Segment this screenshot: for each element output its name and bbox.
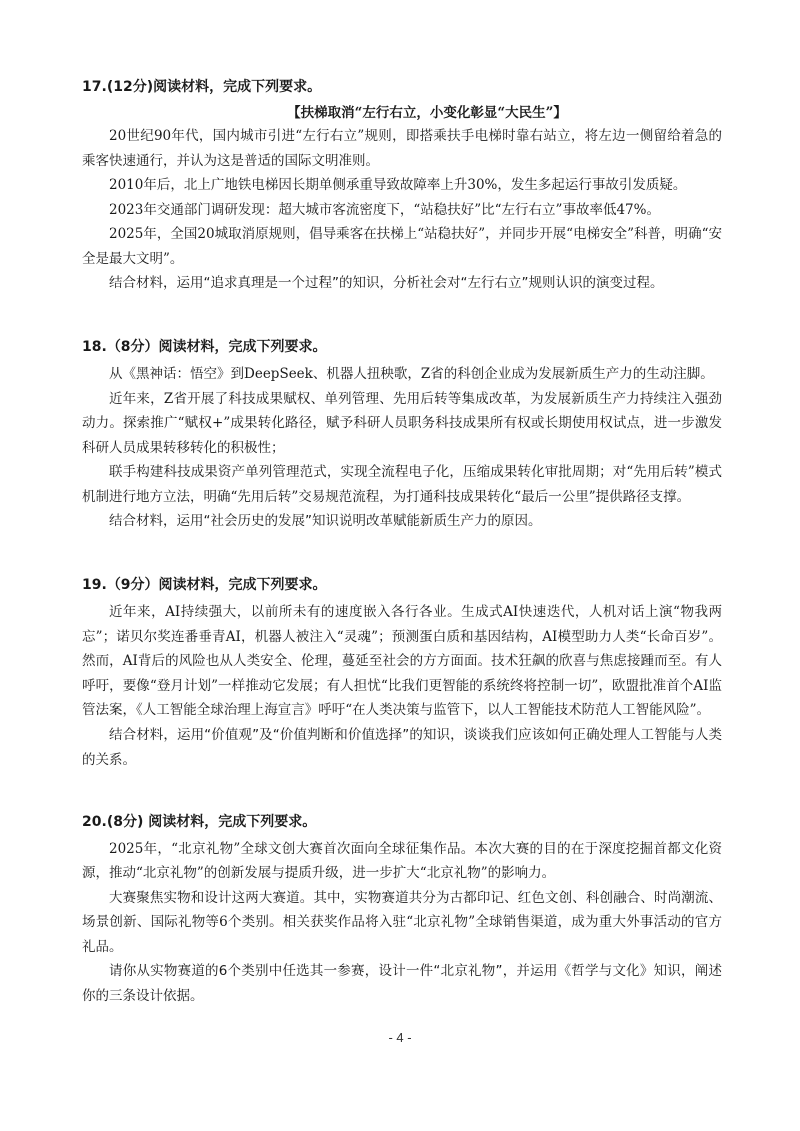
question-19 <box>82 574 722 773</box>
material-paragraph: 2025年，全国20城取消原规则，倡导乘客在扶梯上“站稳扶好”，并同步开展“电梯安全”科普，明确“安全是最大文明”。 <box>82 226 722 267</box>
material-paragraph: 大赛聚焦实物和设计这两大赛道。其中，实物赛道共分为古都印记、红色文创、科创融合、时尚潮流、场景创新、国际礼物等6个类别。相关获奖作品将入驻“北京礼物”全球销售渠道，成为重大外事活动的官方礼品。 <box>82 889 722 955</box>
material-title: 【扶梯取消“左行右立，小变化彰显“大民生”】 <box>287 105 567 121</box>
question-number: 18. <box>82 339 107 355</box>
question-header <box>82 336 722 358</box>
question-17 <box>82 76 722 296</box>
question-instruction: (12分)阅读材料，完成下列要求。 <box>106 79 322 95</box>
material-paragraph: 从《黑神话：悟空》到DeepSeek、机器人扭秧歌，Z省的科创企业成为发展新质生产力的生动注脚。 <box>109 366 714 382</box>
question-header <box>82 574 722 596</box>
question-task: 结合材料，运用“社会历史的发展”知识说明改革赋能新质生产力的原因。 <box>109 513 542 529</box>
page-number: - 4 - <box>388 1030 412 1045</box>
question-number: 20. <box>82 813 107 830</box>
material-paragraph: 近年来，Z省开展了科技成果赋权、单列管理、先用后转等集成改革，为发展新质生产力持续注入强劲动力。探索推广“赋权+”成果转化路径，赋予科研人员职务科技成果所有权或长期使用权试点，进一步激发科研人员成果转移转化的积极性； <box>82 390 722 456</box>
question-task: 结合材料，运用“价值观”及“价值判断和价值选择”的知识，谈谈我们应该如何正确处理人工智能与人类的关系。 <box>82 726 722 768</box>
question-instruction: (8分) 阅读材料，完成下列要求。 <box>106 813 317 830</box>
material-paragraph: 近年来，AI持续强大，以前所未有的速度嵌入各行各业。生成式AI快速迭代，人机对话上演“物我两忘”；诺贝尔奖连番垂青AI，机器人被注入“灵魂”；预测蛋白质和基因结构，AI模型助力人类“长命百岁”。然而，AI背后的风险也从人类安全、伦理，蔓延至社会的方方面面。技术狂飙的欣喜与焦虑接踵而至。有人呼吁，要像“登月计划”一样推动它发展；有人担忧“比我们更智能的系统终将控制一切”，欧盟批准首个AI监管法案，《人工智能全球治理上海宣言》呼吁“在人类决策与监管下，以人工智能技术防范人工智能风险”。 <box>82 604 722 718</box>
question-header <box>82 811 722 833</box>
question-header <box>82 76 722 98</box>
question-task: 请你从实物赛道的6个类别中任选其一参赛，设计一件“北京礼物”，并运用《哲学与文化》知识，阐述你的三条设计依据。 <box>82 963 722 1004</box>
material-paragraph: 20世纪90年代，国内城市引进“左行右立”规则，即搭乘扶手电梯时靠右站立，将左边一侧留给着急的乘客快速通行，并认为这是普适的国际文明准则。 <box>82 128 722 169</box>
exam-page <box>82 76 722 1009</box>
question-instruction: （8分）阅读材料，完成下列要求。 <box>106 339 327 355</box>
question-number: 17. <box>82 79 107 95</box>
question-20 <box>82 811 722 1010</box>
question-task: 结合材料，运用“追求真理是一个过程”的知识，分析社会对“左行右立”规则认识的演变过程。 <box>109 275 664 291</box>
material-paragraph: 联手构建科技成果资产单列管理范式，实现全流程电子化，压缩成果转化审批周期；对“先用后转”模式机制进行地方立法，明确“先用后转”交易规范流程，为打通科技成果转化“最后一公里”提供路径支撑。 <box>82 464 722 505</box>
material-paragraph: 2023年交通部门调研发现：超大城市客流密度下，“站稳扶好”比“左行右立”事故率低47%。 <box>109 201 660 218</box>
question-instruction: （9分）阅读材料，完成下列要求。 <box>106 577 327 593</box>
material-paragraph: 2025年，“北京礼物”全球文创大赛首次面向全球征集作品。本次大赛的目的在于深度挖掘首都文化资源，推动“北京礼物”的创新发展与提质升级，进一步扩大“北京礼物”的影响力。 <box>82 840 722 881</box>
material-paragraph: 2010年后，北上广地铁电梯因长期单侧承重导致故障率上升30%，发生多起运行事故引发质疑。 <box>109 177 687 193</box>
question-number: 19. <box>82 577 107 593</box>
question-18 <box>82 336 722 534</box>
